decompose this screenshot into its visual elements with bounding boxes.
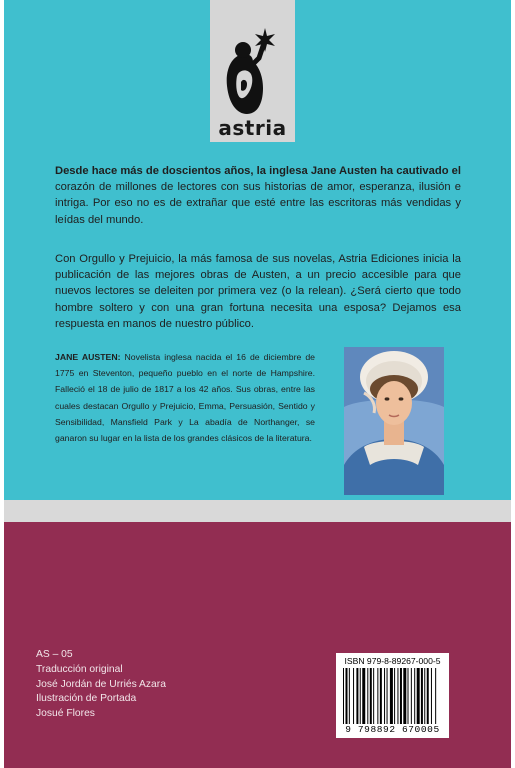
portrait-illustration bbox=[344, 347, 444, 495]
isbn-barcode bbox=[336, 653, 449, 738]
author-name: JANE AUSTEN: bbox=[55, 352, 121, 362]
intro-paragraph bbox=[55, 163, 461, 228]
illustration-label: Ilustración de Portada bbox=[36, 693, 137, 705]
author-bio bbox=[55, 349, 315, 446]
series-code: AS – 05 bbox=[36, 649, 73, 660]
isbn-label: ISBN 979-8-89267-000-5 bbox=[344, 656, 441, 666]
author-portrait bbox=[344, 347, 444, 495]
barcode-bars bbox=[343, 668, 442, 724]
grey-divider-band bbox=[4, 500, 511, 522]
torch-bearer-icon bbox=[219, 24, 285, 116]
intro-lead: Desde hace más de doscientos años, la inglesa Jane Austen ha cautivado el bbox=[55, 165, 461, 177]
author-bio-text: Novelista inglesa nacida el 16 de diciembre de 1775 en Steventon, pequeño pueblo en el norte de Hampshire. Falleció el 18 de julio de 1817 a los 42 años. Sus obras, entre las cuales destacan Orgullo y Prejuicio, Emma, Persuasión, Sentido y Sensibilidad, Mansfield Park y La abadía de Northanger, se ganaron su lugar en la lista de los grandes clásicos de la literatura. bbox=[55, 352, 316, 444]
credits-block bbox=[36, 648, 166, 722]
publisher-wordmark: astria bbox=[218, 116, 287, 140]
illustrator-name: Josué Flores bbox=[36, 708, 95, 720]
translator-name: José Jordán de Urriés Azara bbox=[36, 678, 166, 690]
back-cover bbox=[4, 0, 511, 768]
publisher-logo bbox=[210, 0, 295, 142]
isbn-digits: 9 798892 670005 bbox=[345, 724, 440, 735]
intro-rest: corazón de millones de lectores con sus historias de amor, esperanza, ilusión e intriga. Por eso no es de extrañar que esté entre las escritoras más vendidas y leídas del mundo. bbox=[55, 181, 461, 226]
translation-label: Traducción original bbox=[36, 663, 123, 675]
edition-paragraph: Con Orgullo y Prejuicio, la más famosa de sus novelas, Astria Ediciones inicia la publicación de las mejores obras de Austen, a un precio accesible para que nuevos lectores se deleiten por primera vez (o la relean). ¿Será cierto que todo hombre soltero y con una gran fortuna necesita una esposa? Dejamos esa respuesta en manos de nuestro público. bbox=[55, 253, 461, 330]
